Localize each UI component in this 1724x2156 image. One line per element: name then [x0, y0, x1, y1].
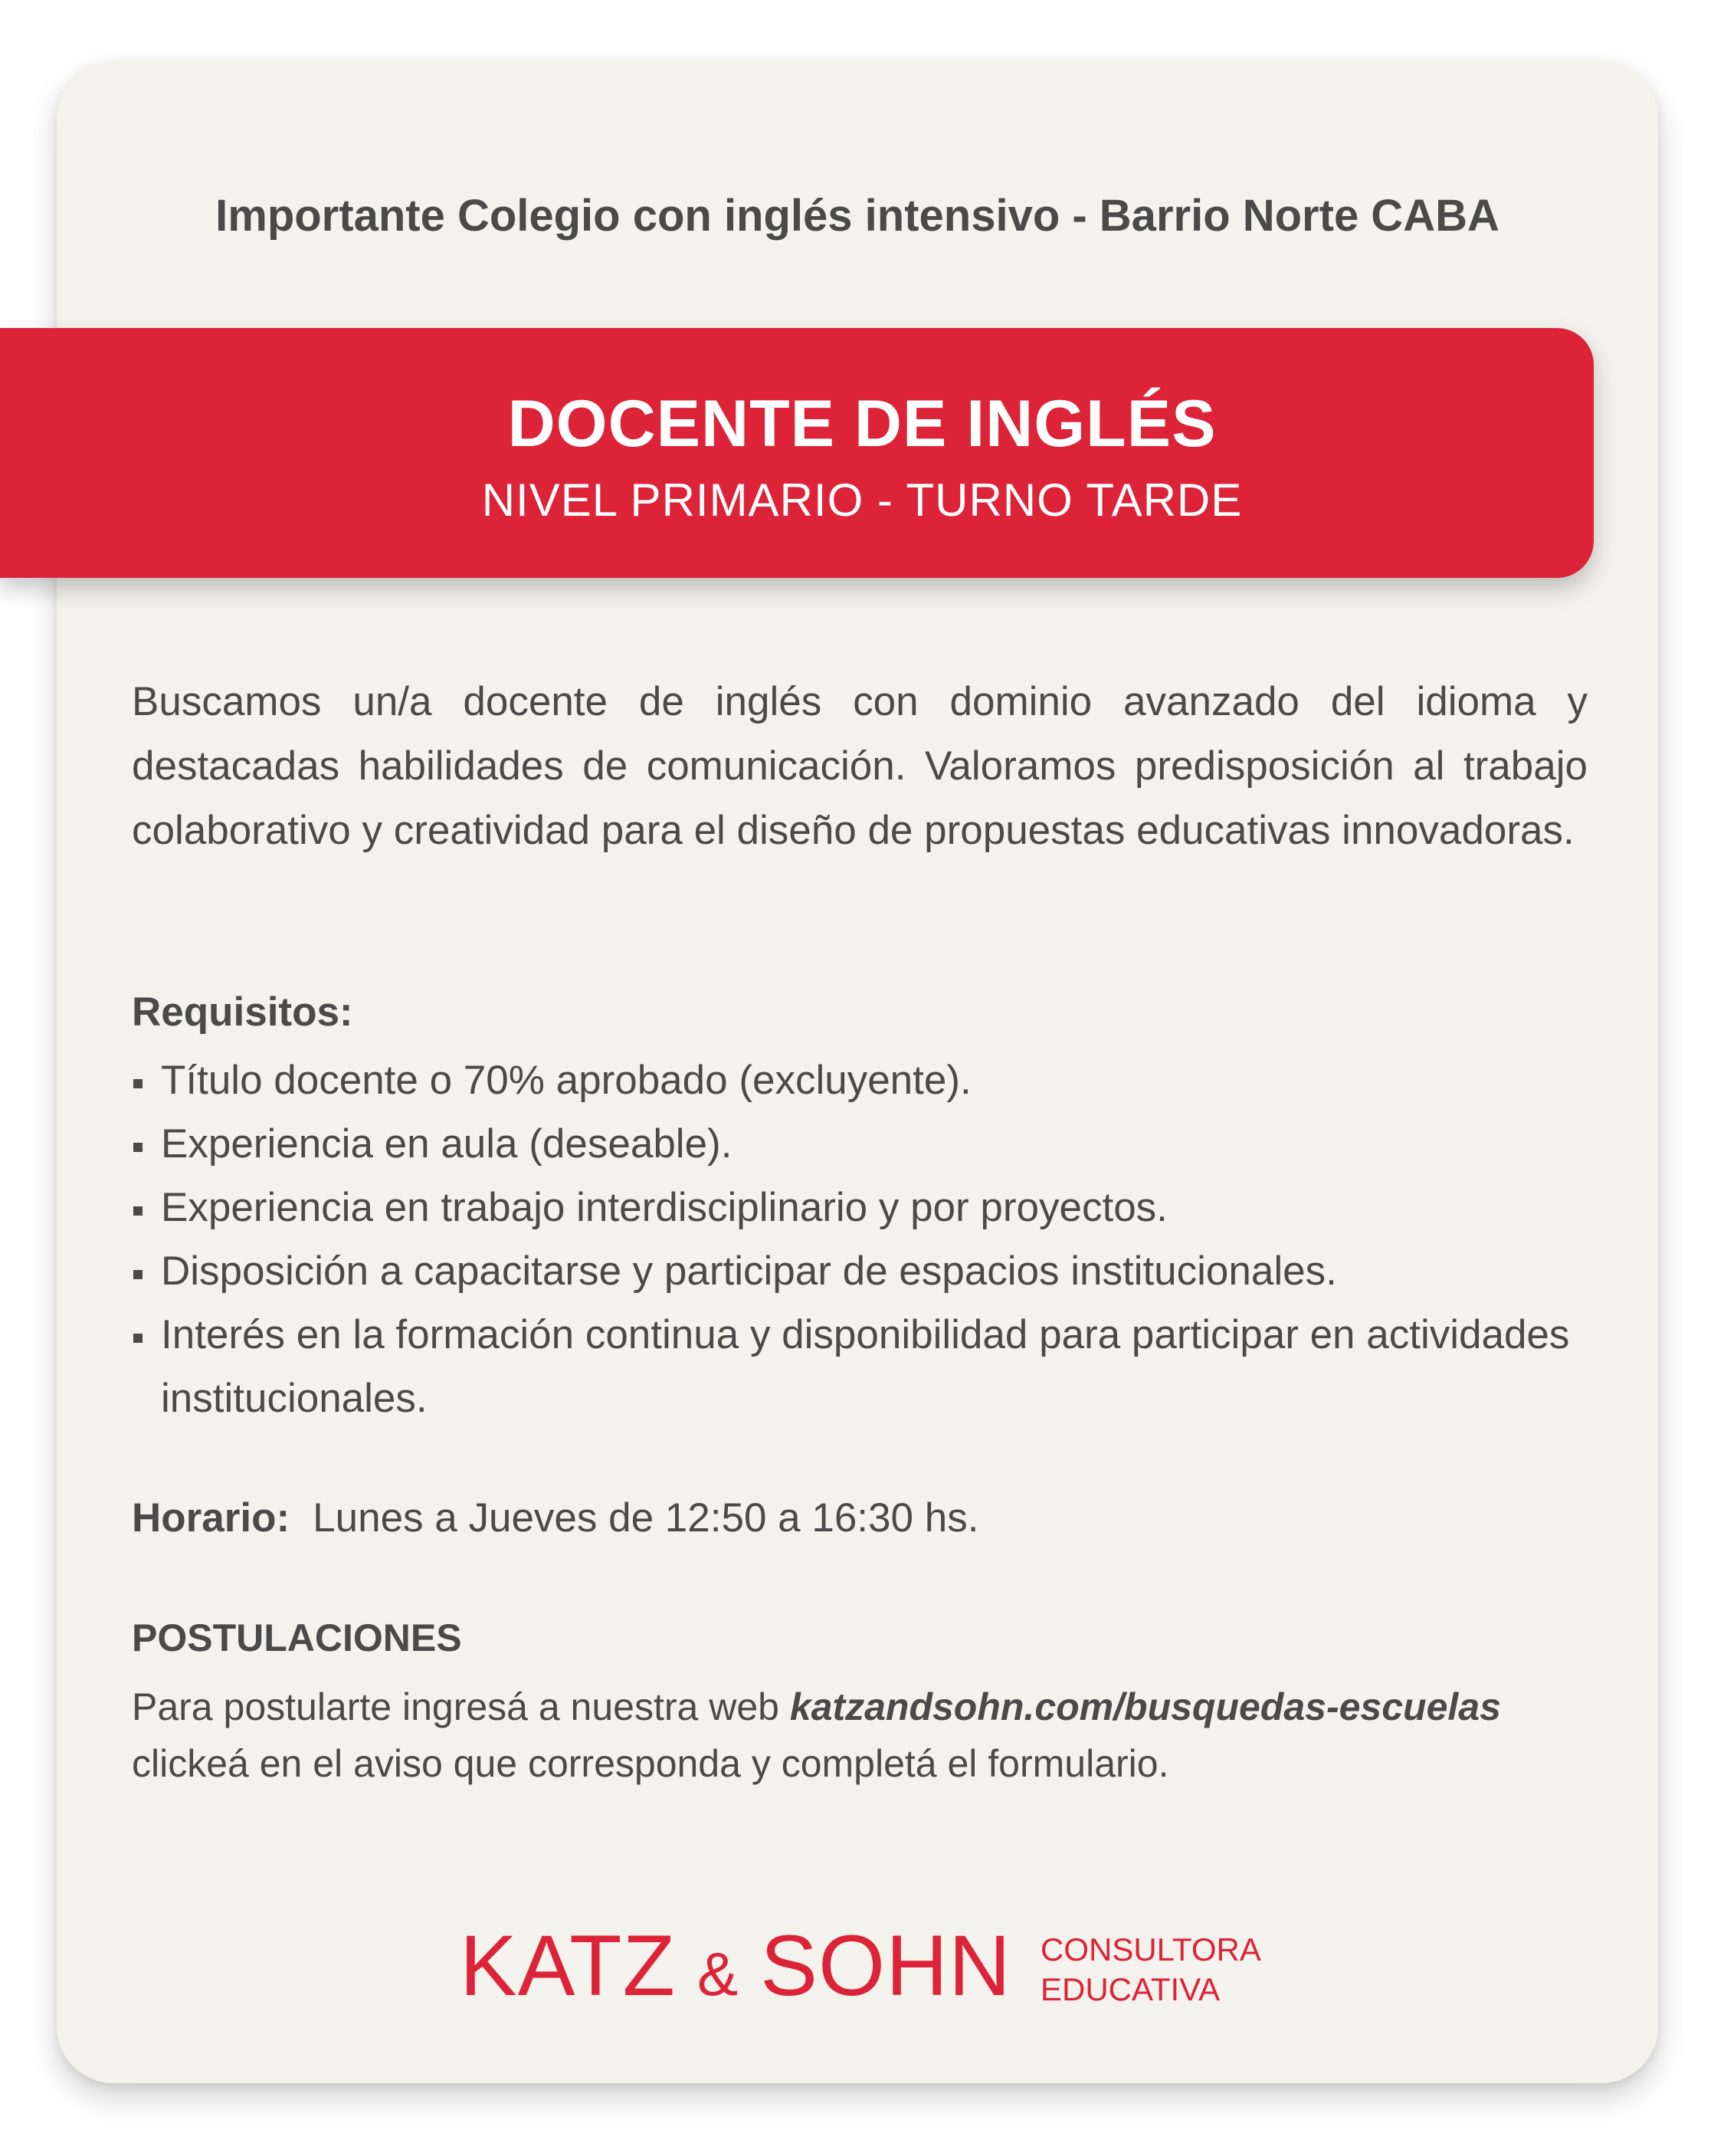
schedule: [132, 1495, 1588, 1541]
requirements-list: [132, 1048, 1588, 1430]
logo-tagline-line2: EDUCATIVA: [1041, 1971, 1221, 2007]
job-title-banner: [0, 328, 1594, 578]
job-description: Buscamos un/a docente de inglés con dominio avanzado del idioma y destacadas habilidades de comunicación. Valoramos predisposición al trabajo colaborativo y creatividad para el diseño de propuestas educativas innovadoras.: [132, 679, 1588, 853]
requirements-heading: Requisitos:: [132, 989, 353, 1035]
school-intro: Importante Colegio con inglés intensivo - Barrio Norte CABA: [215, 191, 1499, 241]
logo-name-right: SOHN: [760, 1918, 1011, 2013]
logo-name-left: KATZ: [460, 1918, 676, 2013]
schedule-label: Horario:: [132, 1495, 290, 1541]
requirement-item: Experiencia en trabajo interdisciplinario y por proyectos.: [132, 1176, 1588, 1239]
requirement-item: Título docente o 70% aprobado (excluyente).: [132, 1048, 1588, 1112]
applications-text: [132, 1679, 1588, 1792]
applications-text-after: clickeá en el aviso que corresponda y completá el formulario.: [132, 1742, 1169, 1785]
job-subtitle: NIVEL PRIMARIO - TURNO TARDE: [481, 474, 1243, 526]
logo-ampersand: &: [696, 1940, 739, 2008]
requirement-item: Interés en la formación continua y disponibilidad para participar en actividades institucionales.: [132, 1303, 1588, 1430]
logo-tagline: [1041, 1930, 1261, 2010]
applications-heading: POSTULACIONES: [132, 1616, 462, 1659]
requirement-item: Experiencia en aula (deseable).: [132, 1112, 1588, 1176]
logo-wordmark: [460, 1916, 1011, 2015]
logo-tagline-line1: CONSULTORA: [1041, 1931, 1261, 1967]
requirement-item: Disposición a capacitarse y participar de espacios institucionales.: [132, 1239, 1588, 1303]
applications-text-before: Para postularte ingresá a nuestra web: [132, 1685, 790, 1728]
applications-url-link[interactable]: katzandsohn.com/busquedas-escuelas: [789, 1685, 1501, 1728]
job-title: DOCENTE DE INGLÉS: [507, 387, 1217, 461]
schedule-value: Lunes a Jueves de 12:50 a 16:30 hs.: [313, 1495, 979, 1541]
